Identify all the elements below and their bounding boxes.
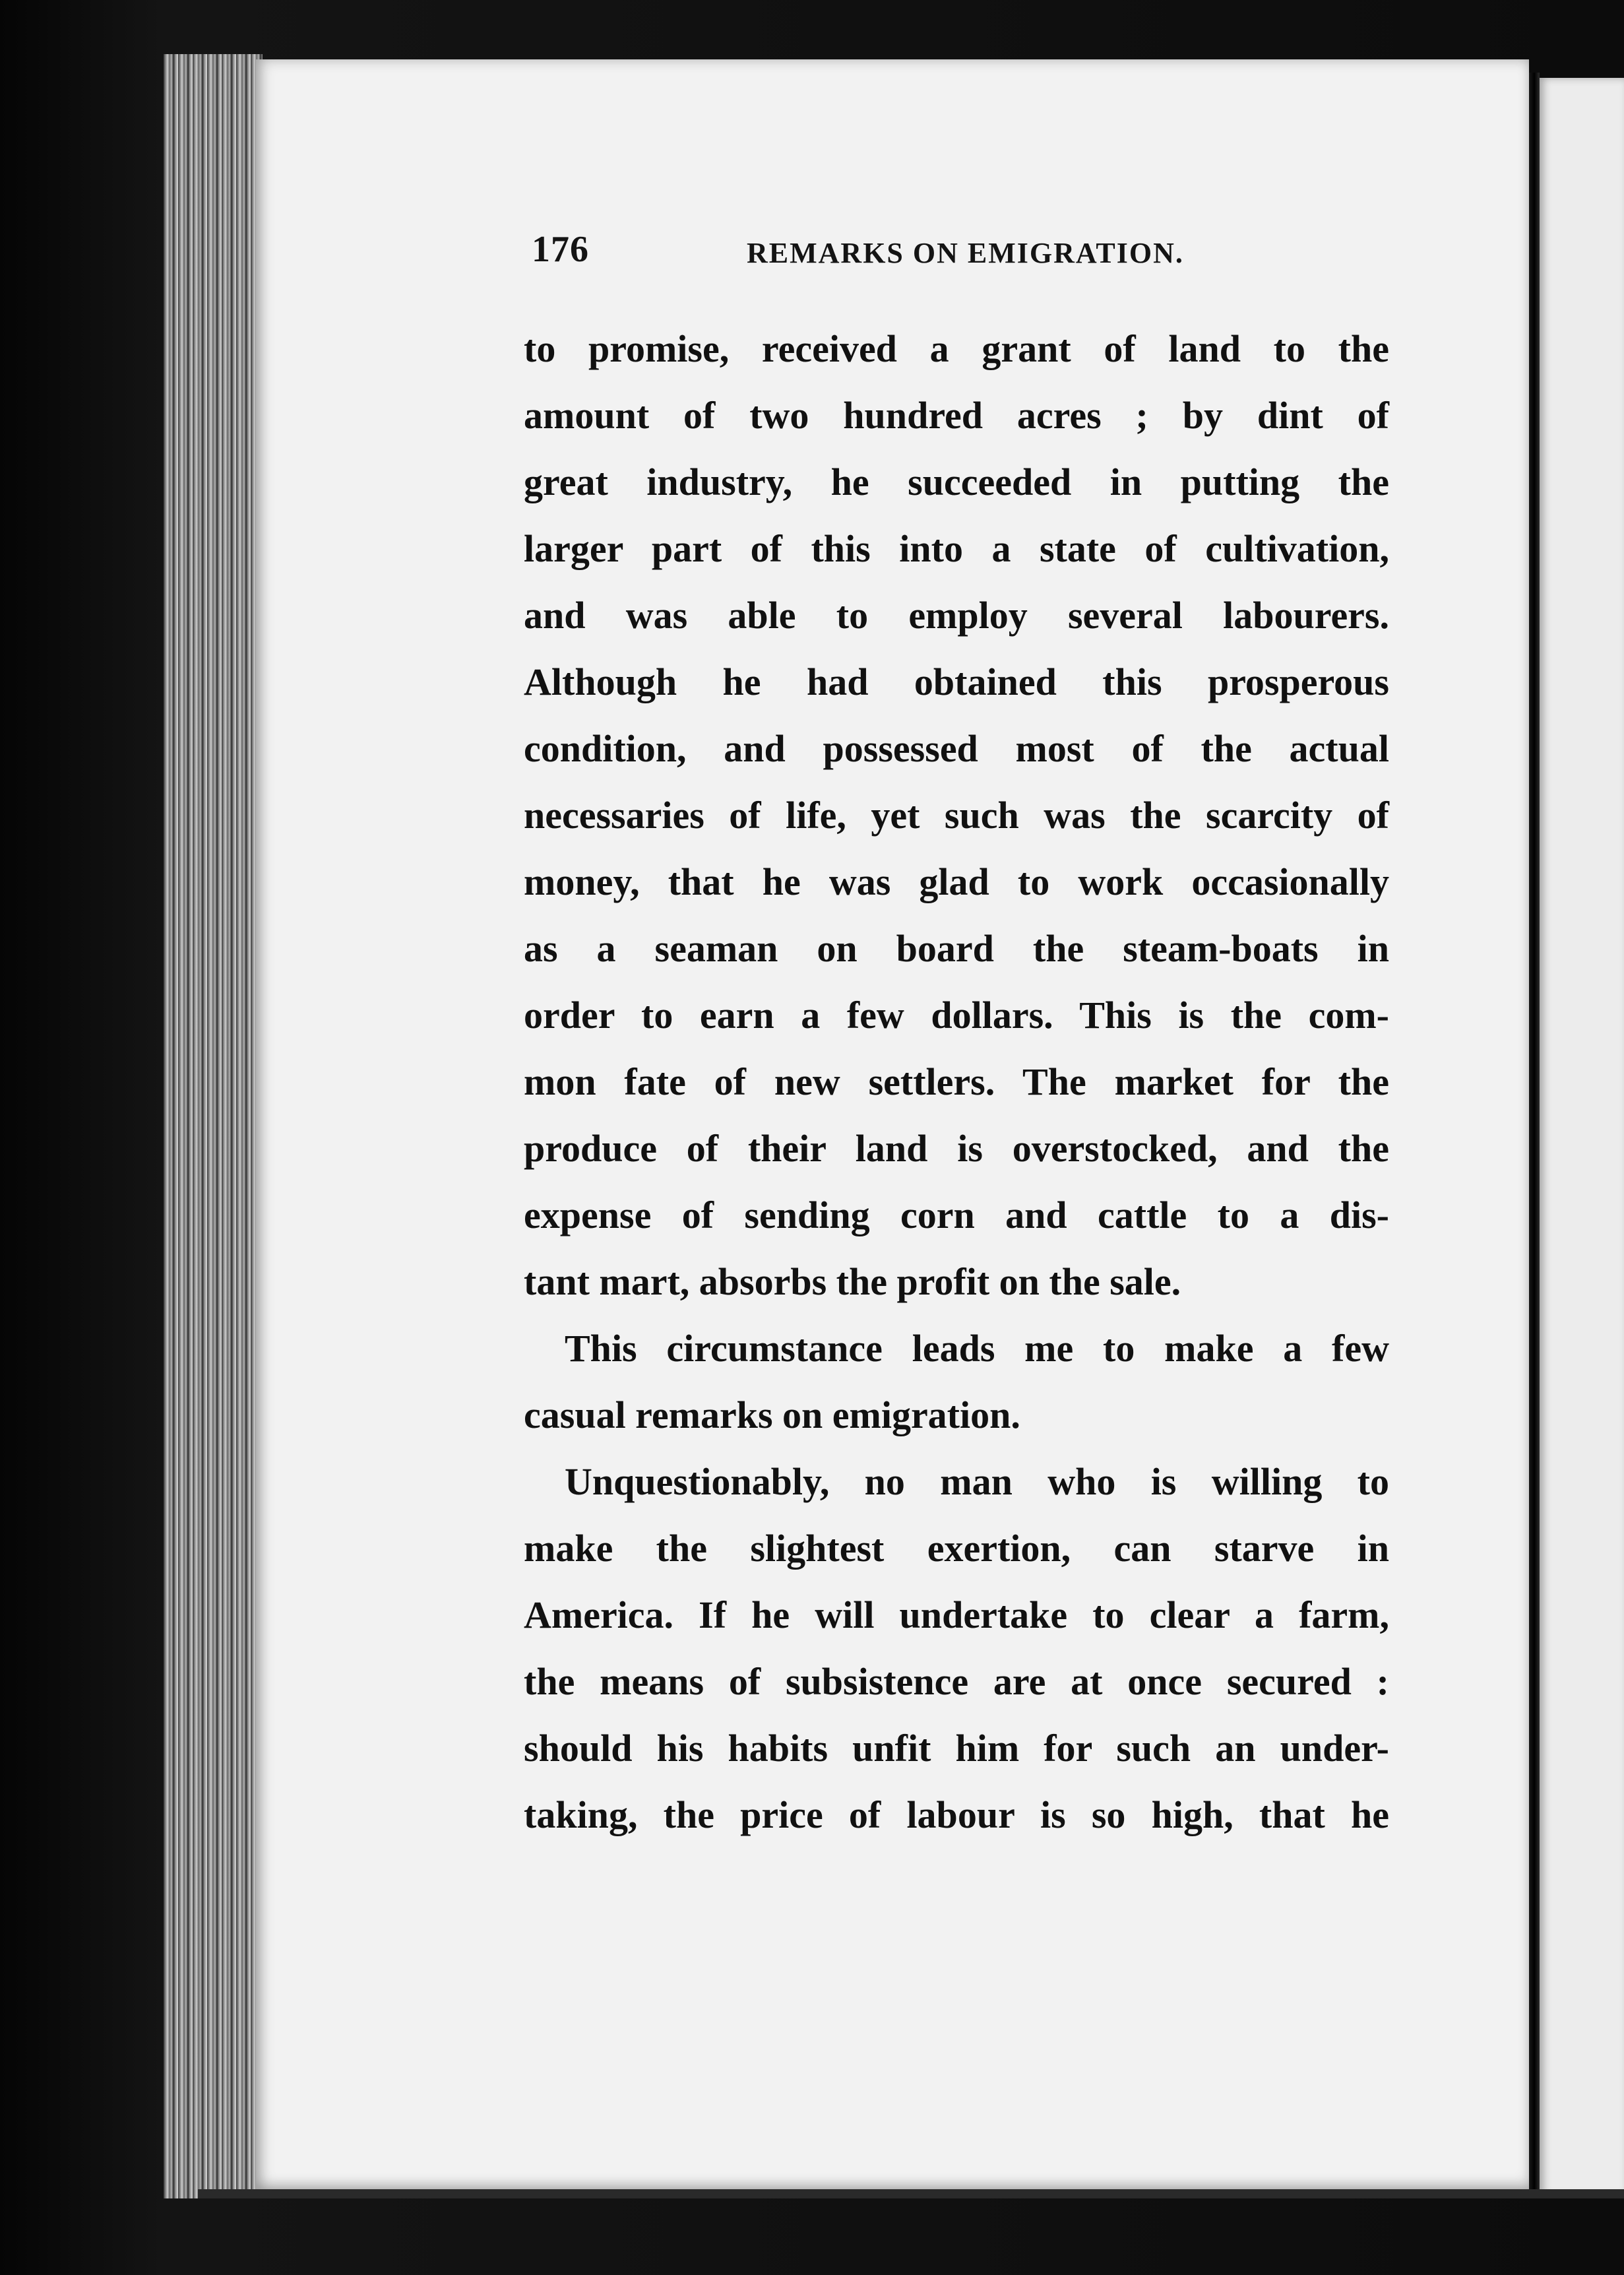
text-line: mon fate of new settlers. The market for the — [524, 1060, 1389, 1103]
text-line: and was able to employ several labourers. — [524, 594, 1389, 637]
text-line: the means of subsistence are at once secured : — [524, 1660, 1389, 1703]
text-line: to promise, received a grant of land to the — [524, 327, 1389, 370]
text-line: produce of their land is overstocked, and the — [524, 1127, 1389, 1170]
text-line: expense of sending corn and cattle to a dis- — [524, 1194, 1389, 1236]
text-line: Although he had obtained this prosperous — [524, 660, 1389, 703]
page-header — [532, 228, 1389, 281]
text-line: Unquestionably, no man who is willing to — [565, 1460, 1389, 1503]
text-line: America. If he will undertake to clear a farm, — [524, 1593, 1389, 1636]
text-line: taking, the price of labour is so high, that he — [524, 1793, 1389, 1836]
text-line: tant mart, absorbs the profit on the sale. — [524, 1260, 1181, 1303]
body-text — [524, 315, 1389, 1848]
text-line: as a seaman on board the steam-boats in — [524, 927, 1389, 970]
text-line: casual remarks on emigration. — [524, 1394, 1020, 1436]
text-line: make the slightest exertion, can starve in — [524, 1527, 1389, 1570]
facing-page-edge — [1540, 78, 1624, 2196]
text-line: should his habits unfit him for such an under- — [524, 1727, 1389, 1770]
text-line: necessaries of life, yet such was the scarcity of — [524, 794, 1389, 837]
text-line: This circumstance leads me to make a few — [565, 1327, 1389, 1370]
text-line: money, that he was glad to work occasionally — [524, 860, 1389, 903]
book-gutter — [1529, 73, 1540, 2197]
page-number: 176 — [532, 229, 589, 270]
text-line: great industry, he succeeded in putting the — [524, 461, 1389, 503]
text-line: condition, and possessed most of the actual — [524, 727, 1389, 770]
text-line: amount of two hundred acres ; by dint of — [524, 394, 1389, 437]
running-head: REMARKS ON EMIGRATION. — [747, 237, 1184, 269]
text-line: larger part of this into a state of cultivation, — [524, 527, 1389, 570]
book-page-edges — [164, 54, 263, 2198]
page-bottom-edge — [198, 2189, 1624, 2198]
text-line: order to earn a few dollars. This is the com- — [524, 994, 1389, 1037]
